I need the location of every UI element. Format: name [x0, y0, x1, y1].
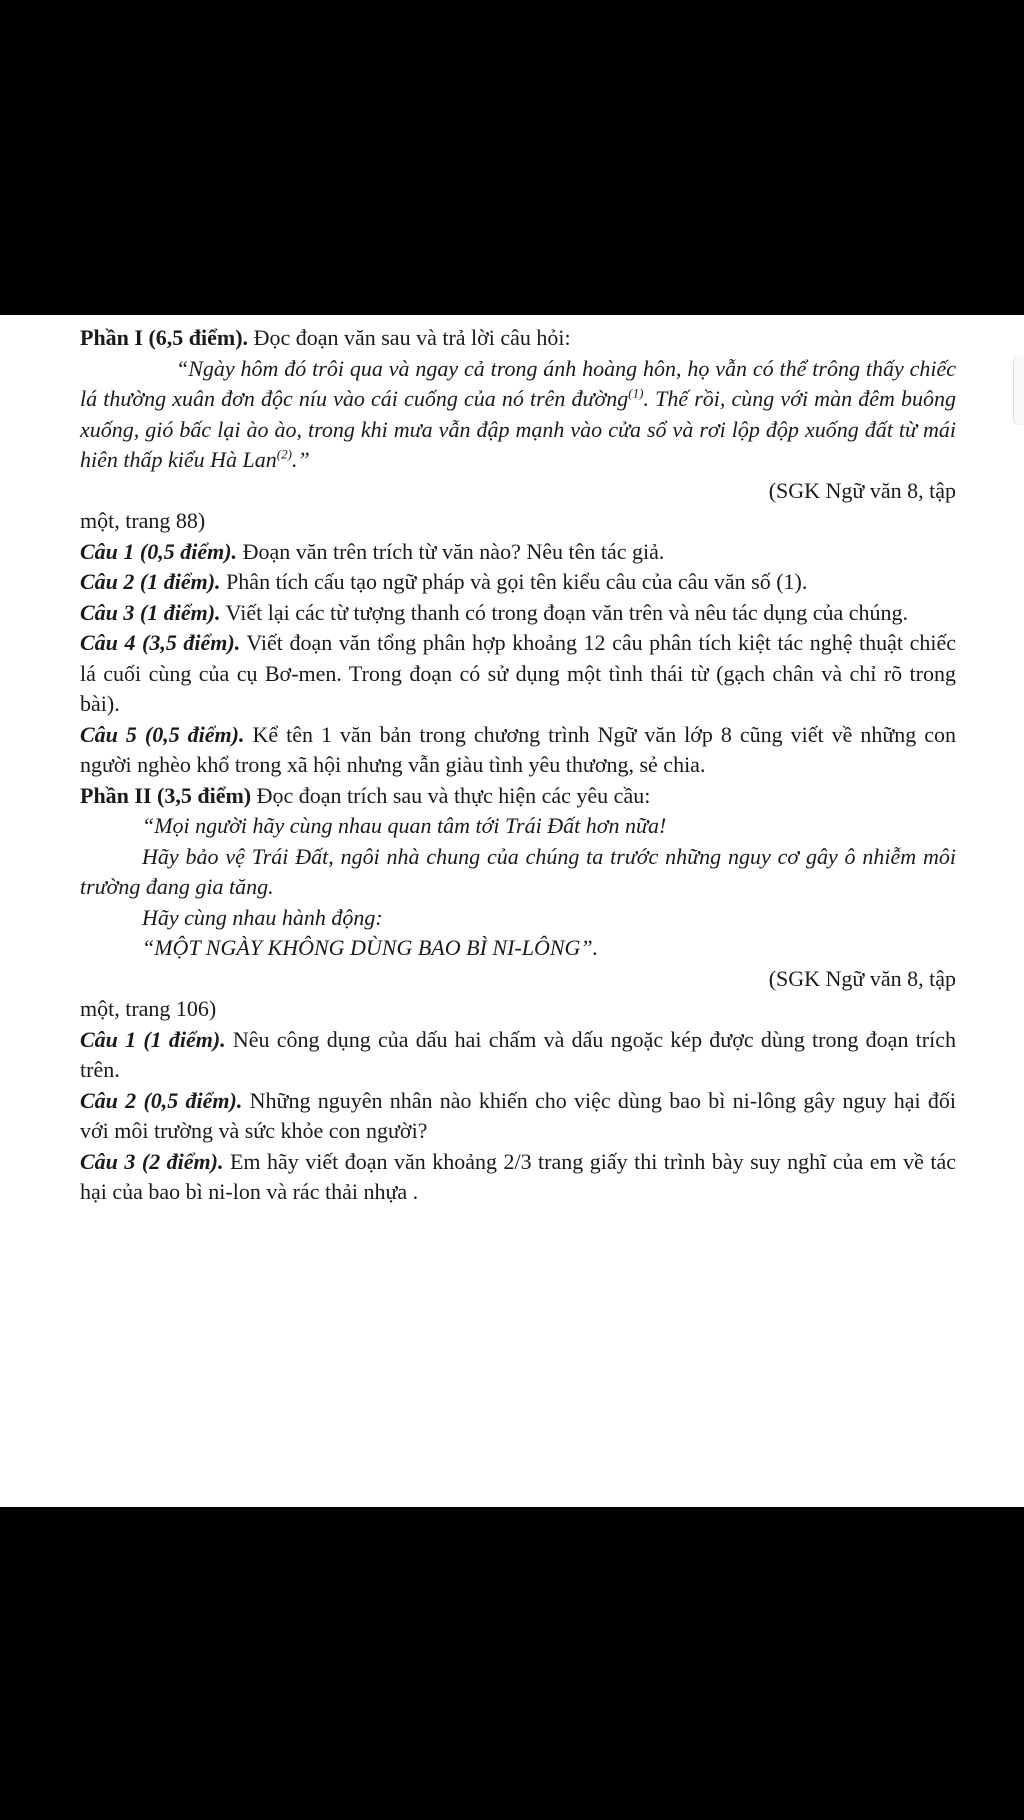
part2-heading-line — [80, 781, 956, 812]
question-label: Câu 3 (2 điểm). — [80, 1148, 224, 1174]
part2-instruction: Đọc đoạn trích sau và thực hiện các yêu cầu: — [251, 782, 651, 808]
part1-question-1 — [80, 537, 956, 568]
part2-question-3 — [80, 1147, 956, 1208]
part2-heading: Phần II (3,5 điểm) — [80, 782, 252, 808]
question-text: Viết lại các từ tượng thanh có trong đoạn văn trên và nêu tác dụng của chúng. — [220, 599, 908, 625]
part1-source-line1: (SGK Ngữ văn 8, tập — [768, 477, 956, 503]
question-text: Phân tích cấu tạo ngữ pháp và gọi tên kiểu câu của câu văn số (1). — [220, 569, 808, 594]
question-label: Câu 4 (3,5 điểm). — [80, 630, 241, 655]
part1-question-5 — [80, 720, 956, 781]
footnote-1: (1) — [628, 385, 644, 401]
part2-quote-line-1: “Mọi người hãy cùng nhau quan tâm tới Trái Đất hơn nữa! — [142, 813, 667, 838]
footnote-2: (2) — [276, 446, 292, 462]
part2-quote-line-2: Hãy bảo vệ Trái Đất, ngôi nhà chung của chúng ta trước những nguy cơ gây ô nhiễm môi trường đang gia tăng. — [80, 843, 956, 899]
question-label: Câu 1 (1 điểm). — [80, 1026, 226, 1052]
quote-text-c: .” — [291, 447, 310, 472]
question-label: Câu 2 (1 điểm). — [80, 569, 221, 594]
question-label: Câu 5 (0,5 điểm). — [80, 721, 245, 747]
part2-source-line1: (SGK Ngữ văn 8, tập — [768, 965, 956, 991]
part1-instruction: Đọc đoạn văn sau và trả lời câu hỏi: — [248, 325, 571, 350]
question-label: Câu 3 (1 điểm). — [80, 599, 221, 625]
quote-text-a: “Ngày hôm đó trôi qua và ngay cả trong ánh hoàng hôn, họ vẫn có thể trông thấy chiếc lá thường xuân đơn độc níu vào cái cuống của nó trên đường — [80, 355, 956, 411]
part2-source-line2: một, trang 106) — [80, 996, 217, 1021]
question-text: Kể tên 1 văn bản trong chương trình Ngữ văn lớp 8 cũng viết về những con người nghèo khổ trong xã hội nhưng vẫn giàu tình yêu thương, sẻ chia. — [80, 721, 956, 777]
part2-quote-line-4: “MỘT NGÀY KHÔNG DÙNG BAO BÌ NI-LÔNG”. — [142, 935, 599, 960]
question-text: Những nguyên nhân nào khiến cho việc dùng bao bì ni-lông gây nguy hại đối với môi trường và sức khỏe con người? — [80, 1087, 956, 1143]
part1-source-line2: một, trang 88) — [80, 508, 206, 533]
question-label: Câu 1 (0,5 điểm). — [80, 538, 238, 564]
question-text: Em hãy viết đoạn văn khoảng 2/3 trang giấy thi trình bày suy nghĩ của em về tác hại của bao bì ni-lon và rác thải nhựa . — [80, 1148, 956, 1204]
part1-quote — [80, 354, 956, 476]
document-text — [80, 323, 956, 1208]
part1-question-2 — [80, 567, 956, 598]
part2-quote-line-3: Hãy cùng nhau hành động: — [142, 904, 383, 930]
part2-question-2 — [80, 1086, 956, 1147]
question-text: Đoạn văn trên trích từ văn nào? Nêu tên tác giả. — [237, 538, 665, 564]
part1-heading-line — [80, 323, 956, 354]
part1-heading: Phần I (6,5 điểm). — [80, 325, 249, 350]
part1-question-3 — [80, 598, 956, 629]
page-edge-decoration — [1013, 355, 1024, 425]
question-text: Nêu công dụng của dấu hai chấm và dấu ngoặc kép được dùng trong đoạn trích trên. — [80, 1026, 956, 1082]
question-label: Câu 2 (0,5 điểm). — [80, 1087, 243, 1113]
document-page — [0, 315, 1024, 1507]
part1-question-4 — [80, 628, 956, 720]
part2-question-1 — [80, 1025, 956, 1086]
question-text: Viết đoạn văn tổng phân hợp khoảng 12 câu phân tích kiệt tác nghệ thuật chiếc lá cuối cùng của cụ Bơ-men. Trong đoạn có sử dụng một tình thái từ (gạch chân và chỉ rõ trong bài). — [80, 630, 956, 716]
quote-text-b: . Thế rồi, cùng với màn đêm buông xuống, gió bấc lại ào ào, trong khi mưa vẫn đập mạnh vào cửa sổ và rơi lộp độp xuống đất từ mái hiên thấp kiểu Hà Lan — [80, 386, 956, 472]
